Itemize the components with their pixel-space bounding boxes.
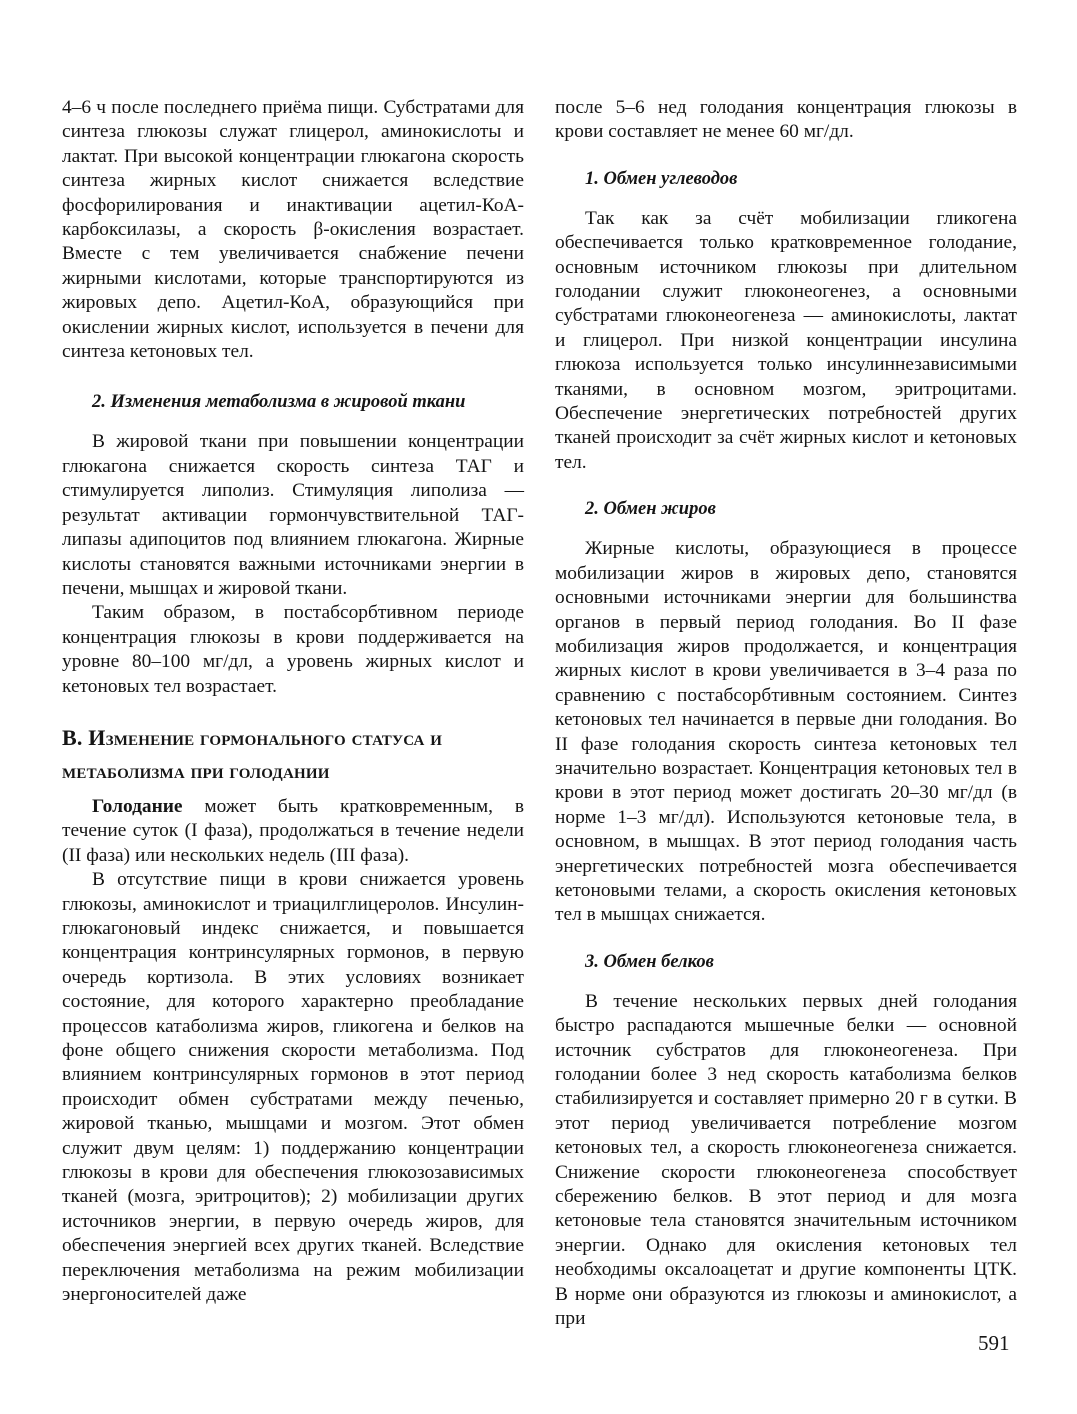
paragraph-adipose-tissue: В жировой ткани при повышении концентрации глюкагона снижается скорость синтеза ТАГ и стимулируется липолиз. Стимуляция липолиза — результат активации гормончувствительной ТАГ-липазы адипоцитов под влиянием глюкагона. Жирные кислоты становятся важными источниками энергии в печени, мышцах и жировой ткани. bbox=[62, 431, 524, 599]
paragraph-fasting-phases-text: может быть кратковременным, в течение суток (I фаза), продолжаться в течение недели (II фаза) или нескольких недель (III фаза). bbox=[62, 795, 524, 866]
paragraph-continued: 4–6 ч после последнего приёма пищи. Субстратами для синтеза глюкозы служат глицерол, аминокислоты и лактат. При высокой концентрации глюкагона скорость синтеза жирных кислот снижается вследствие фосфорилирования и инактивации ацетил-КоА-карбоксилазы, а скорость β-окисления возрастает. Вместе с тем увеличивается снабжение печени жирными кислотами, которые транспортируются из жировых депо. Ацетил-КоА, образующийся при окислении жирных кислот, используется в печени для синтеза кетоновых тел. bbox=[62, 97, 524, 363]
paragraph-protein-metabolism: В течение нескольких первых дней голодания быстро распадаются мышечные белки — основной источник субстратов для глюконеогенеза. При голодании более 3 нед скорость катаболизма белков стабилизируется и составляет примерно 20 г в сутки. В этот период увеличивается потребление мозгом кетоновых тел, а скорость глюконеогенеза снижается. Снижение скорости глюконеогенеза способствует сбережению белков. В этот период и для мозга кетоновые тела становятся значительным источником энергии. Однако для окисления кетоновых тел необходимы оксалоацетат и другие компоненты ЦТК. В норме они образуются из глюкозы и аминокислот, а при bbox=[555, 990, 1017, 1330]
page-number: 591 bbox=[978, 1331, 1010, 1355]
subheading-protein-metabolism: 3. Обмен белков bbox=[585, 951, 714, 972]
paragraph-continued-right: после 5–6 нед голодания концентрация глюкозы в крови составляет не менее 60 мг/дл. bbox=[555, 97, 1017, 143]
paragraph-fasting-metabolism: В отсутствие пищи в крови снижается уровень глюкозы, аминокислот и триацилглицеролов. Инсулин-глюкагоновый индекс снижается, и повышается концентрация контринсулярных гормонов, в первую очередь кортизола. В этих условиях возникает состояние, для которого характерно преобладание процессов катаболизма жиров, гликогена и белков на фоне общего снижения скорости метаболизма. Под влиянием контринсулярных гормонов в этот период происходит обмен субстратами между печенью, жировой тканью, мышцами и мозгом. Этот обмен служит двум целям: 1) поддержанию концентрации глюкозы в крови для обеспечения глюкозозависимых тканей (мозга, эритроцитов); 2) мобилизации других источников энергии, в первую очередь жиров, для обеспечения энергией всех других тканей. Вследствие переключения метаболизма на режим мобилизации энергоносителей даже bbox=[62, 869, 524, 1306]
section-title-fasting: В. Изменение гормонального статуса и метаболизма при голодании bbox=[62, 724, 443, 783]
term-fasting: Голодание bbox=[92, 795, 183, 817]
subheading-fat-metabolism: 2. Обмен жиров bbox=[585, 499, 716, 520]
right-column bbox=[555, 96, 1017, 1331]
subheading-carbohydrate-metabolism: 1. Обмен углеводов bbox=[585, 168, 738, 189]
paragraph-fasting-phases bbox=[62, 795, 524, 868]
left-column bbox=[62, 96, 524, 1307]
paragraph-fat-metabolism: Жирные кислоты, образующиеся в процессе мобилизации жиров в жировых депо, становятся основными источниками энергии для большинства органов в первый период голодания. Во II фазе мобилизация жиров продолжается, и концентрация жирных кислот в крови увеличивается в 3–4 раза по сравнению с постабсорбтивным состоянием. Синтез кетоновых тел начинается в первые дни голодания. Во II фазе голодания скорость синтеза кетоновых тел значительно возрастает. Концентрация кетоновых тел в крови в этот период может достигать 20–30 мг/дл (в норме 1–3 мг/дл). Используются кетоновые тела, в основном, в мышцах. В этот период голодания часть энергетических потребностей мозга обеспечивается кетоновыми телами, а скорость окисления кетоновых тел в мышцах снижается. bbox=[555, 538, 1017, 926]
subheading-adipose-tissue: 2. Изменения метаболизма в жировой ткани bbox=[92, 392, 466, 413]
paragraph-carbohydrate-metabolism: Так как за счёт мобилизации гликогена обеспечивается только кратковременное голодание, основным источником глюкозы при длительном голодании служит глюконеогенез, а основными субстратами глюконеогенеза — аминокислоты, лактат и глицерол. При низкой концентрации инсулина глюкоза используется только инсулиннезависимыми тканями, в основном мозгом, эритроцитами. Обеспечение энергетических потребностей других тканей происходит за счёт жирных кислот и кетоновых тел. bbox=[555, 207, 1017, 473]
paragraph-summary: Таким образом, в постабсорбтивном периоде концентрация глюкозы в крови поддерживается на уровне 80–100 мг/дл, а уровень жирных кислот и кетоновых тел возрастает. bbox=[62, 602, 524, 697]
